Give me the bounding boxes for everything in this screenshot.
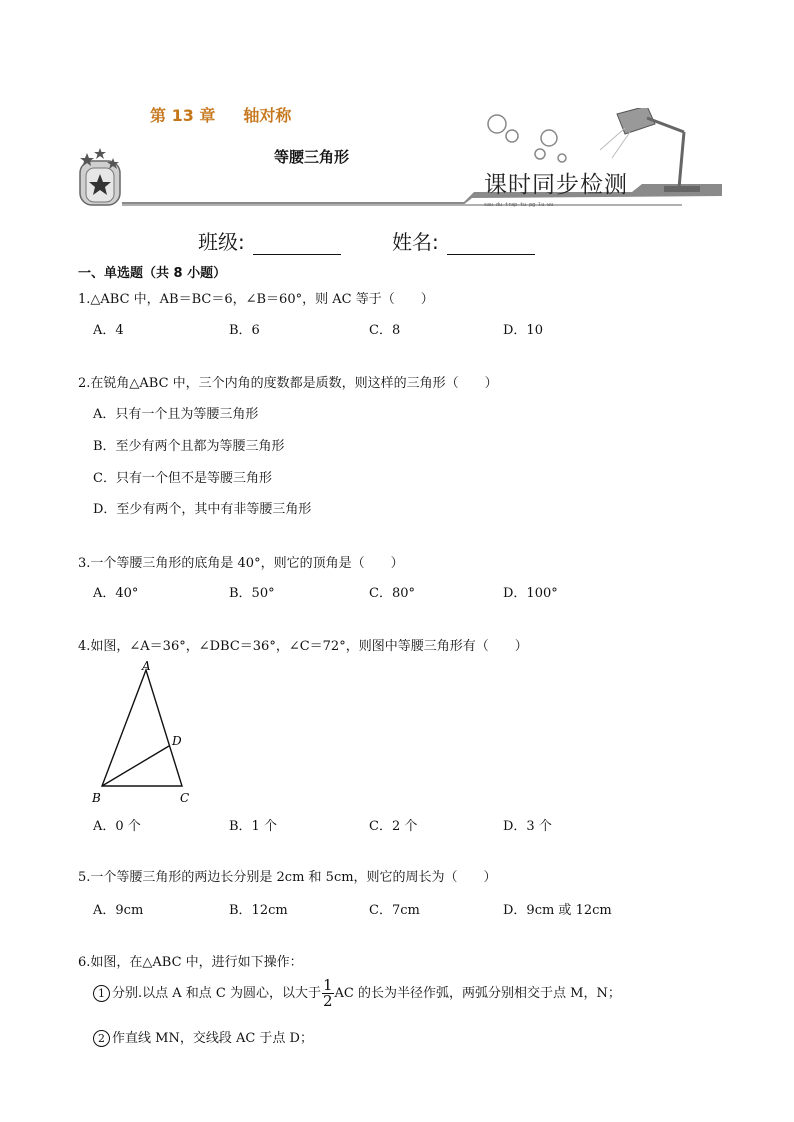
tag-label: 课时同步检测 — [484, 172, 628, 198]
fraction-denominator: 2 — [323, 992, 333, 1010]
fraction-numerator: 1 — [323, 976, 333, 994]
step-1-text-pre: 分别.以点 A 和点 C 为圆心，以大于 — [112, 986, 321, 1001]
q4-option-b: B．1 个 — [229, 819, 277, 834]
fraction-half — [322, 978, 334, 1009]
q1-option-c: C．8 — [369, 323, 401, 338]
chapter-number: 第 13 章 — [150, 106, 216, 125]
segment-bd — [102, 746, 169, 786]
section-title: 一、单选题（共 8 小题） — [78, 266, 227, 281]
name-field — [392, 226, 535, 255]
label-d: D — [172, 734, 182, 748]
triangle-abc — [102, 670, 182, 786]
section-name: 轴对称 — [243, 106, 292, 125]
q1-option-a: A．4 — [93, 323, 124, 338]
bubbles-icon — [488, 115, 566, 162]
question-6-stem: 6.如图，在△ABC 中，进行如下操作： — [78, 955, 303, 970]
step-2-text: 作直线 MN，交线段 AC 于点 D； — [112, 1031, 313, 1046]
q3-option-a: A．40° — [93, 586, 139, 601]
q2-option-d: D．至少有两个，其中有非等腰三角形 — [93, 502, 312, 517]
class-blank — [253, 236, 341, 255]
q4-option-a: A．0 个 — [93, 819, 141, 834]
question-2-stem: 2.在锐角△ABC 中，三个内角的度数都是质数，则这样的三角形（ ） — [78, 376, 498, 391]
q2-option-c: C．只有一个但不是等腰三角形 — [93, 471, 272, 486]
step-1-marker: 1 — [93, 985, 110, 1002]
step-1-text-post: AC 的长为半径作弧，两弧分别相交于点 M，N； — [334, 986, 621, 1001]
label-a: A — [142, 659, 151, 673]
label-c: C — [180, 791, 190, 805]
q6-step-1 — [93, 978, 621, 1009]
q5-option-a: A．9cm — [93, 903, 144, 918]
question-4-stem: 4.如图，∠A＝36°，∠DBC＝36°，∠C＝72°，则图中等腰三角形有（ ） — [78, 639, 528, 654]
q2-option-a: A．只有一个且为等腰三角形 — [93, 407, 259, 422]
q6-step-2 — [93, 1027, 313, 1047]
q5-option-c: C．7cm — [369, 903, 420, 918]
q5-option-b: B．12cm — [229, 903, 288, 918]
q2-option-b: B．至少有两个且都为等腰三角形 — [93, 439, 285, 454]
banner-small-text: sau du trap tu pg lu wu — [484, 202, 554, 208]
question-1-stem: 1.△ABC 中，AB＝BC＝6，∠B＝60°，则 AC 等于（ ） — [78, 292, 434, 307]
q3-option-c: C．80° — [369, 586, 415, 601]
label-b: B — [92, 791, 101, 805]
name-blank — [447, 236, 535, 255]
q3-option-b: B．50° — [229, 586, 275, 601]
question-5-stem: 5.一个等腰三角形的两边长分别是 2cm 和 5cm，则它的周长为（ ） — [78, 870, 497, 885]
triangle-figure — [86, 656, 196, 806]
q1-option-b: B．6 — [229, 323, 260, 338]
class-field — [198, 226, 341, 255]
step-2-marker: 2 — [93, 1030, 110, 1047]
question-3-stem: 3.一个等腰三角形的底角是 40°，则它的顶角是（ ） — [78, 556, 404, 571]
q3-option-d: D．100° — [503, 586, 558, 601]
q5-option-d: D．9cm 或 12cm — [503, 903, 612, 918]
star-badge-icon — [80, 148, 120, 205]
q4-option-d: D．3 个 — [503, 819, 552, 834]
lesson-subtitle: 等腰三角形 — [274, 148, 350, 166]
class-label: 班级: — [198, 230, 245, 254]
q4-option-c: C．2 个 — [369, 819, 418, 834]
q1-option-d: D．10 — [503, 323, 543, 338]
name-label: 姓名: — [392, 230, 439, 254]
